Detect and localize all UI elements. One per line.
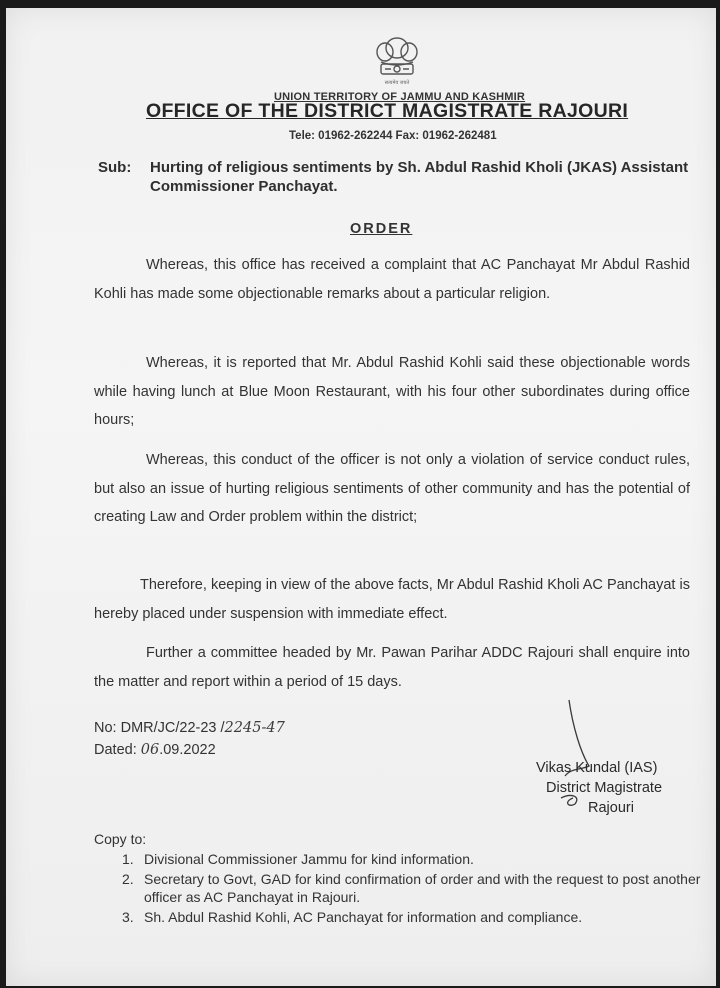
national-emblem-icon	[369, 32, 425, 92]
paragraph-text: Whereas, this conduct of the officer is not only a violation of service conduct rules, but also an issue of hurting religious sentiments of other community and has the potential of creating Law and Order problem within the district;	[94, 452, 690, 525]
item-number: 1.	[122, 851, 134, 867]
order-paragraph	[94, 349, 690, 435]
item-text: Secretary to Govt, GAD for kind confirmation of order and with the request to post another officer as AC Panchayat in Rajouri.	[144, 871, 701, 905]
order-paragraph	[94, 251, 690, 308]
order-date-handwritten: 06	[140, 742, 160, 758]
office-name: OFFICE OF THE DISTRICT MAGISTRATE RAJOURI	[146, 100, 629, 122]
paragraph-text: Further a committee headed by Mr. Pawan Parihar ADDC Rajouri shall enquire into the matter and report within a period of 15 days.	[94, 645, 690, 690]
signatory-place: Rajouri	[588, 800, 634, 816]
list-item	[94, 870, 704, 906]
order-paragraph	[94, 571, 690, 628]
item-number: 3.	[122, 909, 134, 925]
signatory-name: Vikas Kundal (IAS)	[536, 760, 658, 776]
subject-text: Hurting of religious sentiments by Sh. Abdul Rashid Kholi (JKAS) Assistant Commissioner Panchayat.	[150, 159, 689, 195]
ut-name: UNION TERRITORY OF JAMMU AND KASHMIR	[274, 91, 526, 103]
signature-block	[536, 758, 706, 818]
order-heading: ORDER	[350, 221, 413, 237]
copy-to-list	[94, 850, 704, 926]
emblem-motto: सत्यमेव जयते	[384, 80, 410, 86]
paragraph-text: Therefore, keeping in view of the above facts, Mr Abdul Rashid Kholi AC Panchayat is hereby placed under suspension with immediate effect.	[94, 577, 690, 622]
order-document	[6, 8, 716, 986]
item-text: Sh. Abdul Rashid Kohli, AC Panchayat for information and compliance.	[144, 909, 583, 925]
signatory-designation: District Magistrate	[546, 780, 663, 796]
list-item	[94, 850, 704, 868]
order-date-label: Dated:	[94, 742, 137, 758]
order-paragraph	[94, 639, 690, 696]
item-number: 2.	[122, 871, 134, 887]
order-date-rest: .09.2022	[159, 742, 216, 758]
order-number-handwritten: 2245-47	[224, 720, 285, 736]
item-text: Divisional Commissioner Jammu for kind information.	[144, 851, 474, 867]
contact-line: Tele: 01962-262244 Fax: 01962-262481	[289, 130, 497, 142]
copy-to-block	[94, 830, 704, 926]
order-number	[94, 720, 285, 736]
subject-label: Sub:	[98, 159, 132, 176]
paragraph-text: Whereas, it is reported that Mr. Abdul Rashid Kohli said these objectionable words while having lunch at Blue Moon Restaurant, with his four other subordinates during office hours;	[94, 355, 690, 428]
order-number-label: No: DMR/JC/22-23 /	[94, 720, 225, 736]
order-paragraph	[94, 446, 690, 532]
list-item	[94, 908, 704, 926]
paragraph-text: Whereas, this office has received a complaint that AC Panchayat Mr Abdul Rashid Kohli has made some objectionable remarks about a particular religion.	[94, 257, 690, 302]
order-date	[94, 742, 216, 758]
copy-to-label: Copy to:	[94, 831, 147, 847]
